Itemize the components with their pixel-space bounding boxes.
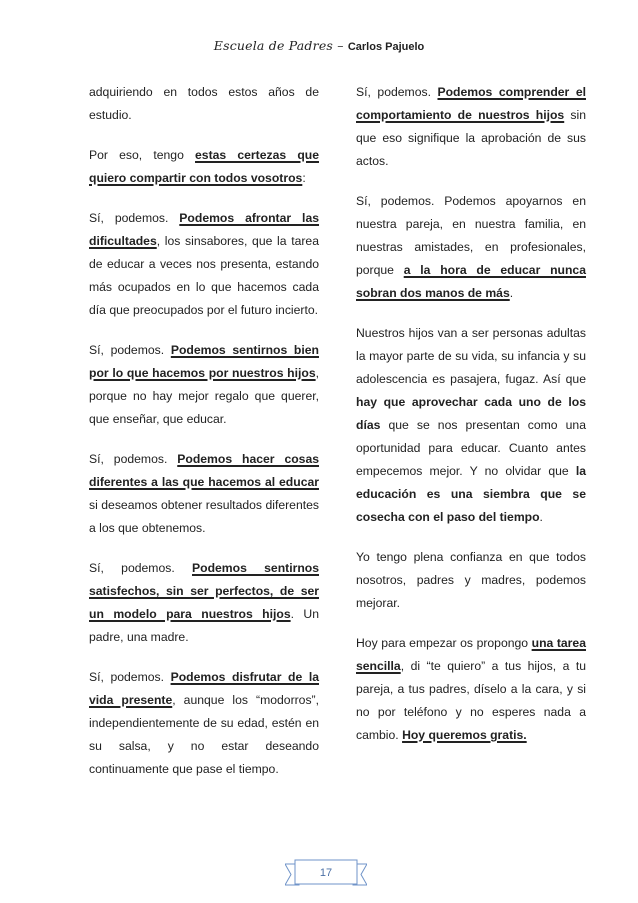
emphasis-text: Podemos comprender el comportamiento de nuestros hijos [356,85,586,122]
paragraph [356,322,586,529]
text: , los sinsabores, que la tarea de educar a veces nos presenta, estando más ocupados en lo que hacemos cada día que preocupados por el futuro incierto. [89,234,319,317]
page-header [0,38,638,53]
right-column [356,81,586,764]
text: . [539,510,543,524]
page-number-ribbon [285,858,367,888]
text: Hoy para empezar os propongo [356,636,532,650]
paragraph [89,207,319,322]
text: Nuestros hijos van a ser personas adultas la mayor parte de su vida, su infancia y su adolescencia es pasajera, fugaz. Así que [356,326,586,386]
text: Por eso, tengo [89,148,196,162]
text: Sí, podemos. [89,343,171,357]
left-column [89,81,319,798]
text: adquiriendo en todos estos años de estudio. [89,85,319,122]
paragraph [89,448,319,540]
paragraph [356,632,586,747]
emphasis-text: Podemos afrontar las dificultades [89,211,320,248]
emphasis-text: Podemos disfrutar de la vida presente [89,670,319,707]
emphasis-text: a la hora de educar nunca sobran dos manos de más [356,263,586,300]
emphasis-text: Hoy queremos gratis. [402,728,527,742]
paragraph [89,81,319,127]
text: Sí, podemos. [89,670,171,684]
emphasis-text: una tarea sencilla [356,636,586,673]
text: : [302,171,306,185]
text: , porque no hay mejor regalo que querer, que enseñar, que educar. [89,366,319,426]
text: . [509,286,514,300]
text: sin que eso signifique la aprobación de sus actos. [356,108,586,168]
text: . Un padre, una madre. [89,607,320,644]
header-title: Escuela de Padres – [213,38,348,53]
paragraph [356,81,586,173]
emphasis-text: Podemos sentirnos bien por lo que hacemos por nuestros hijos [89,343,319,380]
text: Sí, podemos. [89,211,180,225]
paragraph [89,144,319,190]
paragraph [356,190,586,305]
text: que se nos presentan como una oportunidad para educar. Cuanto antes empecemos mejor. Y no olvidar que [356,418,586,478]
page-number: 17 [319,867,333,879]
text: , aunque los “modorros”, independientemente de su edad, estén en su salsa, y no estar deseando continuamente que pase el tiempo. [89,693,320,776]
bold-text: hay que aprovechar cada uno de los días [356,395,586,432]
paragraph [356,546,586,615]
emphasis-text: Podemos hacer cosas diferentes a las que hacemos al educar [89,452,319,489]
emphasis-text: estas certezas que quiero compartir con todos vosotros [89,148,319,185]
paragraph [89,666,319,781]
text: Sí, podemos. [89,452,178,466]
text: Sí, podemos. [89,561,192,575]
header-author: Carlos Pajuelo [347,41,425,53]
text: Sí, podemos. Podemos apoyarnos en nuestra pareja, en nuestra familia, en nuestras amistades, en profesionales, porque [356,194,586,277]
paragraph [89,339,319,431]
emphasis-text: Podemos sentirnos satisfechos, sin ser perfectos, de ser un modelo para nuestros hijos [89,561,319,621]
text: Sí, podemos. [356,85,438,99]
bold-text: la educación es una siembra que se cosecha con el paso del tiempo [356,464,586,524]
text: , di “te quiero” a tus hijos, a tu pareja, a tus padres, díselo a la cara, y si no por teléfono y no esperes nada a cambio. [356,659,586,742]
text: Yo tengo plena confianza en que todos nosotros, padres y madres, podemos mejorar. [356,550,586,610]
paragraph [89,557,319,649]
text: si deseamos obtener resultados diferentes a los que obtenemos. [89,498,319,535]
